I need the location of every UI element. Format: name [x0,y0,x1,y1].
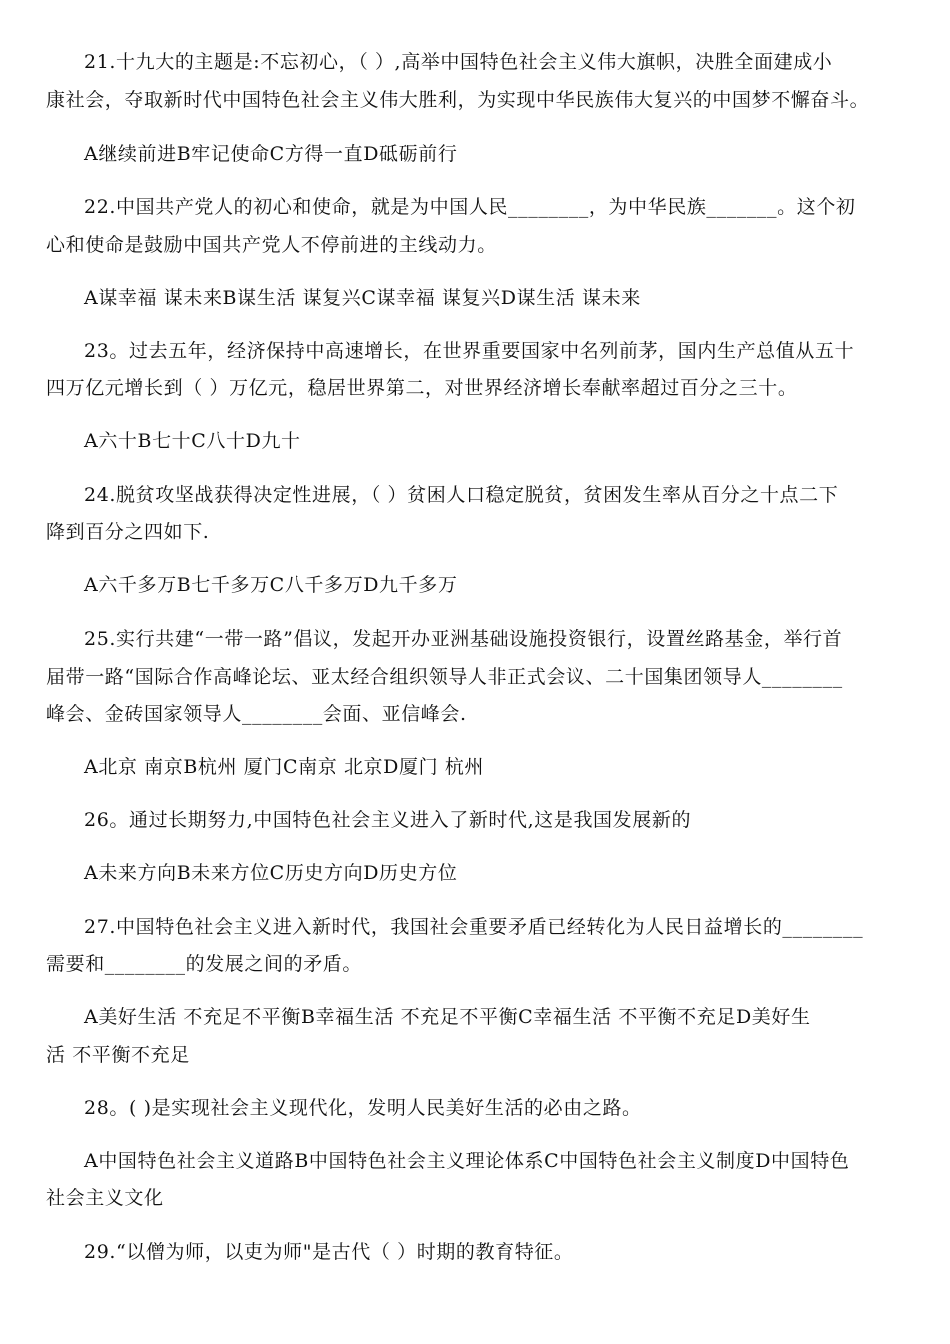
q21-stem-line-1: 21.十九大的主题是:不忘初心，（ ）,高举中国特色社会主义伟大旗帜，决胜全面建成小 [84,51,833,73]
q24-stem-line-2: 降到百分之四如下. [46,521,210,543]
q25-stem-line-2: 届带一路“国际合作高峰论坛、亚太经合组织领导人非正式会议、二十国集团领导人________ [46,666,843,688]
q27-stem-line-2: 需要和________的发展之间的矛盾。 [46,953,363,975]
q24-stem-line-1: 24.脱贫攻坚战获得决定性进展，（ ）贫困人口稳定脱贫，贫困发生率从百分之十点二下 [84,484,839,506]
q28-stem: 28。( )是实现社会主义现代化，发明人民美好生活的必由之路。 [84,1097,642,1119]
q22-stem-line-2: 心和使命是鼓励中国共产党人不停前进的主线动力。 [46,234,497,256]
q23-options: A六十B七十C八十D九十 [84,430,301,452]
q22-options: A谋幸福 谋未来B谋生活 谋复兴C谋幸福 谋复兴D谋生活 谋未来 [84,287,641,309]
q26-options: A未来方向B未来方位C历史方向D历史方位 [84,862,458,884]
q21-stem-line-2: 康社会，夺取新时代中国特色社会主义伟大胜利，为实现中华民族伟大复兴的中国梦不懈奋斗。 [46,89,870,111]
q27-options-line-1: A美好生活 不充足不平衡B幸福生活 不充足不平衡C幸福生活 不平衡不充足D美好生 [84,1006,811,1028]
q22-stem-line-1: 22.中国共产党人的初心和使命，就是为中国人民________，为中华民族_______。这个初 [84,196,856,218]
q24-options: A六千多万B七千多万C八千多万D九千多万 [84,574,458,596]
q21-options: A继续前进B牢记使命C方得一直D砥砺前行 [84,143,458,165]
q25-options: A北京 南京B杭州 厦门C南京 北京D厦门 杭州 [84,756,485,778]
q27-options-line-2: 活 不平衡不充足 [46,1044,190,1066]
q26-stem: 26。通过长期努力,中国特色社会主义进入了新时代,这是我国发展新的 [84,809,692,831]
q28-options-line-1: A中国特色社会主义道路B中国特色社会主义理论体系C中国特色社会主义制度D中国特色 [84,1150,850,1172]
q25-stem-line-1: 25.实行共建“一带一路”倡议，发起开办亚洲基础设施投资银行，设置丝路基金，举行首 [84,628,843,650]
q29-stem: 29.“以僧为师，以吏为师"是古代（ ）时期的教育特征。 [84,1241,574,1263]
q23-stem-line-1: 23。过去五年，经济保持中高速增长，在世界重要国家中名列前茅，国内生产总值从五十 [84,340,855,362]
q28-options-line-2: 社会主义文化 [46,1187,164,1209]
q23-stem-line-2: 四万亿元增长到（ ）万亿元，稳居世界第二，对世界经济增长奉献率超过百分之三十。 [46,377,798,399]
q25-stem-line-3: 峰会、金砖国家领导人________会面、亚信峰会. [46,703,467,725]
q27-stem-line-1: 27.中国特色社会主义进入新时代，我国社会重要矛盾已经转化为人民日益增长的________ [84,916,864,938]
